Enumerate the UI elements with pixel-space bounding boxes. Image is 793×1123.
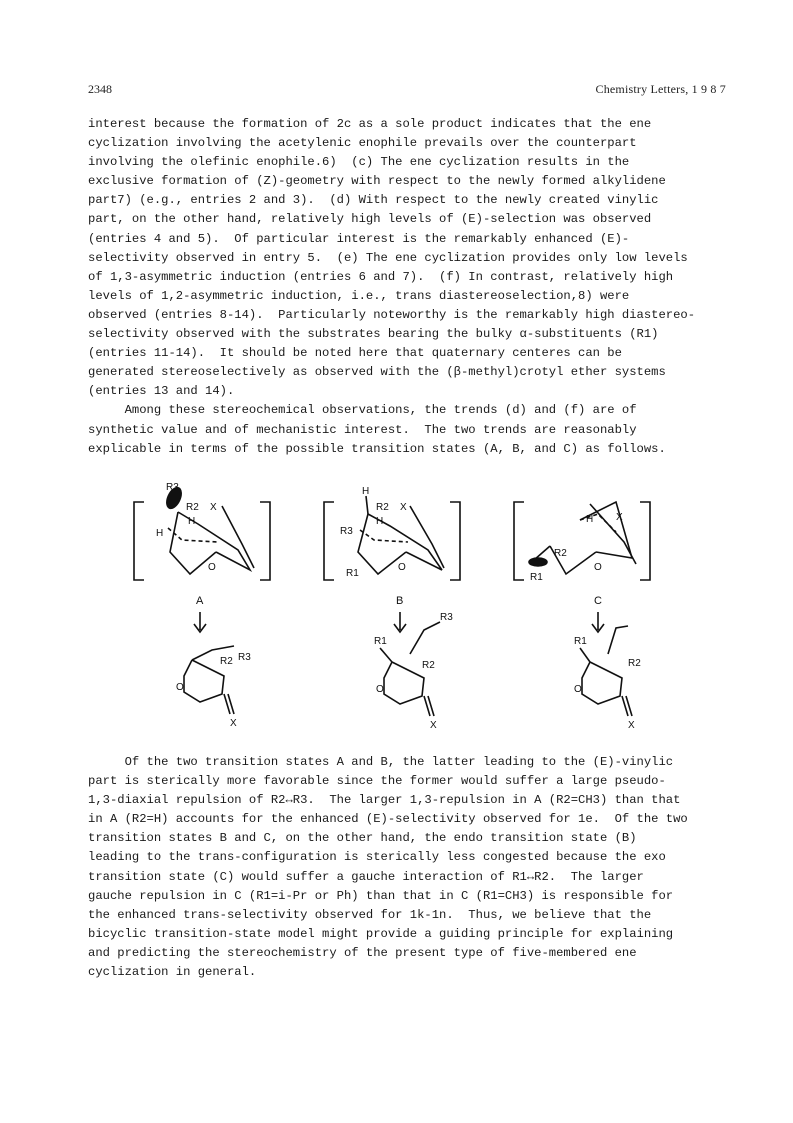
atom-label: X [210, 502, 217, 513]
text-line: interest because the formation of 2c as a sole product indicates that the ene [88, 117, 652, 131]
text-line: the enhanced trans-selectivity observed for 1k-1n. Thus, we believe that the [88, 907, 652, 922]
atom-label: R2 [376, 502, 389, 513]
atom-label: H [156, 528, 164, 539]
atom-label: H [188, 516, 196, 527]
atom-label: R3 [238, 652, 251, 663]
reaction-arrows [194, 612, 604, 632]
transition-state-scheme [110, 480, 690, 740]
atom-label: X [628, 720, 635, 731]
text-line: involving the olefinic enophile.6) (c) The ene cyclization results in the [88, 155, 630, 170]
text-line: cyclization involving the acetylenic enophile prevails over the counterpart [88, 136, 637, 151]
scheme-svg [110, 480, 690, 740]
ts-a-structure [134, 485, 270, 580]
atom-label: R3 [340, 526, 353, 537]
atom-label: R2 [220, 656, 233, 667]
text-line: levels of 1,2-asymmetric induction, i.e., trans diastereoselection,8) were [88, 288, 630, 303]
atom-label: O [398, 562, 406, 573]
text-line: part, on the other hand, relatively high levels of (E)-selection was observed [88, 212, 652, 227]
atom-label: R1 [530, 572, 543, 583]
atom-label: X [616, 512, 623, 523]
atom-label: R1 [574, 636, 587, 647]
ts-c-label: C [594, 595, 602, 607]
ts-c-structure [514, 502, 650, 580]
text-line: and predicting the stereochemistry of the present type of five-membered ene [88, 945, 637, 960]
text-line: explicable in terms of the possible transition states (A, B, and C) as follows. [88, 441, 666, 456]
atom-label: O [376, 684, 384, 695]
atom-label: X [400, 502, 407, 513]
ts-b-label: B [396, 595, 404, 607]
text-line: of 1,3-asymmetric induction (entries 6 and 7). (f) In contrast, relatively high [88, 269, 674, 284]
atom-label: H [362, 486, 370, 497]
text-line: part7) (e.g., entries 2 and 3). (d) With respect to the newly created vinylic [88, 193, 659, 208]
text-line: transition state (C) would suffer a gauche interaction of R1↔R2. The larger [88, 869, 644, 884]
atom-label: O [208, 562, 216, 573]
product-c [580, 626, 632, 716]
text-line: (entries 13 and 14). [88, 384, 235, 399]
paragraph-2 [88, 753, 728, 982]
atom-label: O [176, 682, 184, 693]
atom-label: R1 [374, 636, 387, 647]
atom-label: R3 [440, 612, 453, 623]
atom-label: R2 [554, 548, 567, 559]
text-line: (entries 11-14). It should be noted here that quaternary centeres can be [88, 346, 622, 361]
text-line: (entries 4 and 5). Of particular interest is the remarkably enhanced (E)- [88, 231, 630, 246]
text-line: part is sterically more favorable since the former would suffer a large pseudo- [88, 774, 666, 789]
journal-title: Chemistry Letters, 1 9 8 7 [595, 82, 726, 96]
text-line: bicyclic transition-state model might provide a guiding principle for explaining [88, 926, 674, 941]
text-line: observed (entries 8-14). Particularly noteworthy is the remarkably high diastereo- [88, 307, 696, 322]
text-line: cyclization in general. [88, 965, 257, 980]
text-line: transition states B and C, on the other hand, the endo transition state (B) [88, 831, 637, 846]
text-line: Of the two transition states A and B, the latter leading to the (E)-vinylic [88, 755, 674, 769]
atom-label: R1 [346, 568, 359, 579]
atom-label: H [586, 514, 594, 525]
text-line: Among these stereochemical observations, the trends (d) and (f) are of [88, 403, 637, 418]
atom-label: R2 [628, 658, 641, 669]
page-number: 2348 [88, 82, 112, 96]
atom-label: R2 [422, 660, 435, 671]
atom-label: O [594, 562, 602, 573]
text-line: 1,3-diaxial repulsion of R2↔R3. The larger 1,3-repulsion in A (R2=CH3) than that [88, 793, 681, 808]
page-header [88, 82, 726, 102]
text-line: leading to the trans-configuration is sterically less congested because the exo [88, 850, 666, 865]
atom-label: R2 [186, 502, 199, 513]
paragraph-1 [88, 115, 728, 459]
atom-label: R3 [166, 482, 179, 493]
text-line: generated stereoselectively as observed with the (β-methyl)crotyl ether systems [88, 365, 666, 380]
text-line: exclusive formation of (Z)-geometry with respect to the newly formed alkylidene [88, 174, 666, 189]
ts-a-label: A [196, 595, 204, 607]
text-line: in A (R2=H) accounts for the enhanced (E)-selectivity observed for 1e. Of the two [88, 812, 688, 827]
text-line: synthetic value and of mechanistic interest. The two trends are reasonably [88, 422, 637, 437]
atom-label: H [376, 516, 384, 527]
text-line: selectivity observed in entry 5. (e) The ene cyclization provides only low levels [88, 250, 688, 265]
text-line: selectivity observed with the substrates bearing the bulky α-substituents (R1) [88, 327, 659, 342]
atom-label: X [430, 720, 437, 731]
atom-label: X [230, 718, 237, 729]
ts-b-structure [324, 496, 460, 580]
atom-label: O [574, 684, 582, 695]
text-line: gauche repulsion in C (R1=i-Pr or Ph) than that in C (R1=CH3) is responsible for [88, 888, 674, 903]
